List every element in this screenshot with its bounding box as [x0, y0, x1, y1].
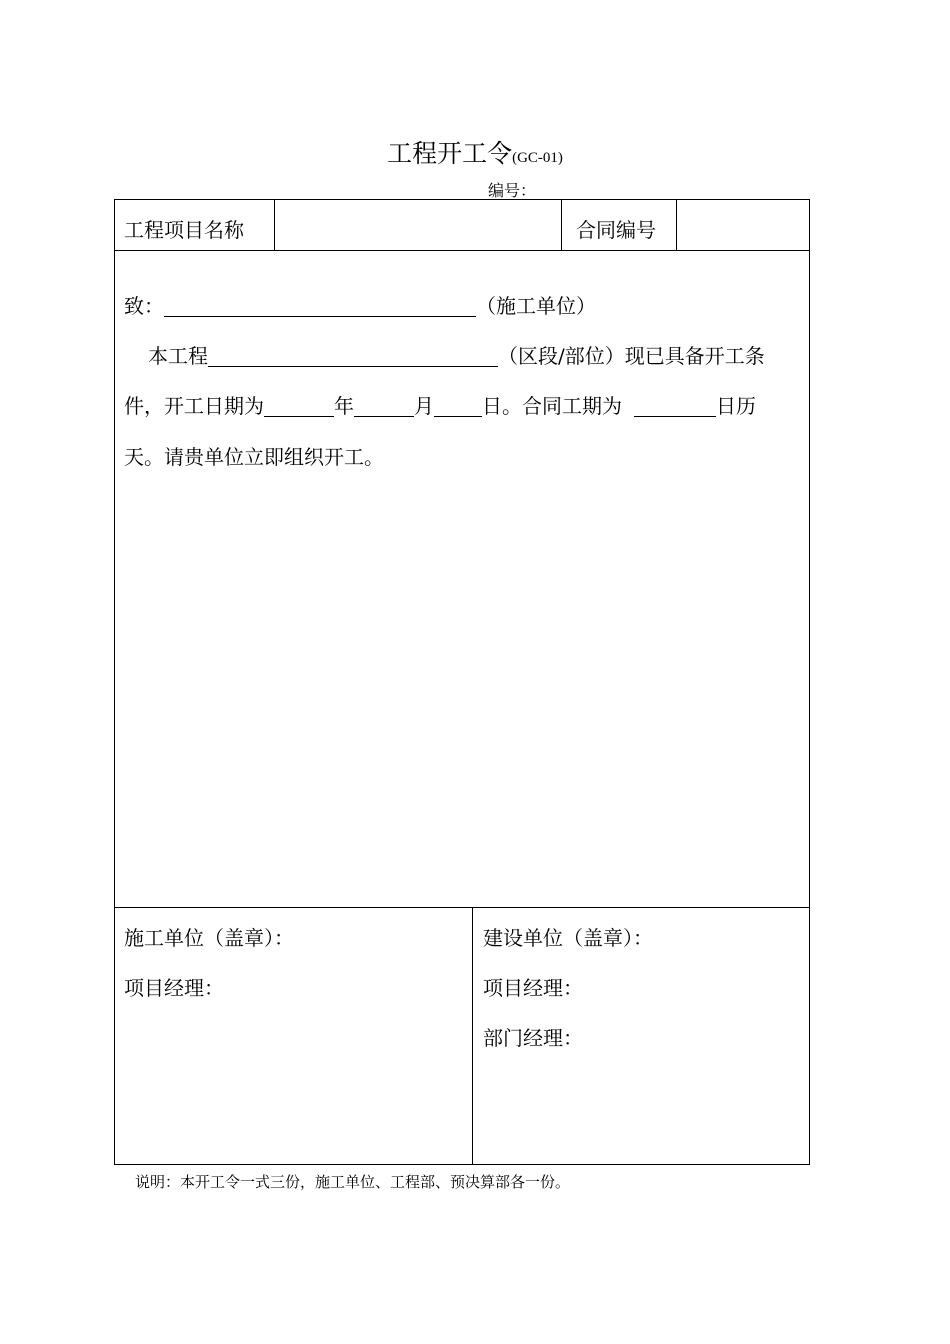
duration-blank[interactable] [634, 394, 716, 417]
title-text: 工程开工令 [387, 139, 513, 168]
divider [472, 907, 473, 1165]
day-label: 日。合同工期为 [482, 394, 622, 418]
divider [274, 200, 275, 250]
contractor-blank[interactable] [164, 294, 476, 317]
divider [115, 250, 809, 251]
section-line [148, 340, 765, 369]
line2-prefix: 本工程 [148, 344, 208, 368]
to-suffix: （施工单位） [476, 294, 596, 318]
start-date-label: 件，开工日期为 [124, 394, 264, 418]
start-date-line [124, 390, 756, 419]
contractor-manager-label: 项目经理： [124, 976, 224, 1000]
form-title [0, 134, 950, 170]
footer-note: 说明：本开工令一式三份，施工单位、工程部、预决算部各一份。 [135, 1173, 571, 1191]
divider [115, 907, 809, 908]
project-name-label: 工程项目名称 [124, 218, 244, 242]
to-label: 致： [124, 294, 164, 318]
line2-suffix: （区段/部位）现已具备开工条 [498, 344, 765, 368]
owner-manager-label: 项目经理： [483, 976, 583, 1000]
addressee-line [124, 290, 596, 319]
form-code: (GC-01) [512, 150, 563, 166]
month-label: 月 [414, 394, 434, 418]
department-manager-label: 部门经理： [483, 1026, 583, 1050]
day-blank[interactable] [434, 394, 482, 417]
section-blank[interactable] [208, 344, 498, 367]
serial-number-label: 编号： [488, 181, 537, 200]
divider [561, 200, 562, 250]
month-blank[interactable] [354, 394, 414, 417]
owner-seal-label: 建设单位（盖章）： [483, 926, 653, 950]
divider [676, 200, 677, 250]
calendar-days-label: 日历 [716, 394, 756, 418]
form-frame [114, 199, 810, 1165]
year-blank[interactable] [264, 394, 334, 417]
contract-number-label: 合同编号 [576, 218, 656, 242]
contractor-seal-label: 施工单位（盖章）： [124, 926, 294, 950]
year-label: 年 [334, 394, 354, 418]
instruction-line: 天。请贵单位立即组织开工。 [124, 445, 384, 469]
